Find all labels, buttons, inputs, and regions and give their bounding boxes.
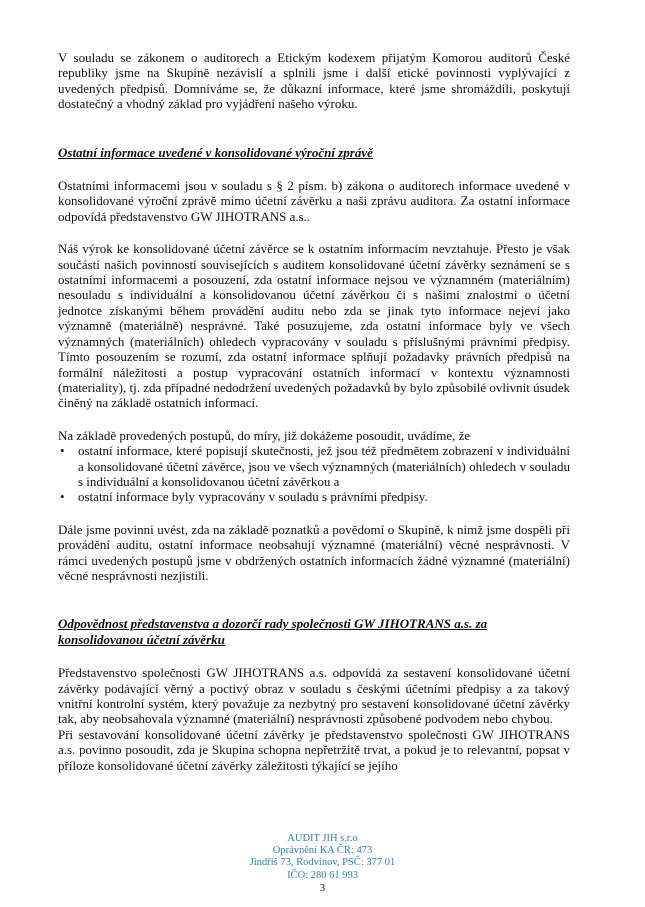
heading-other-information: Ostatní informace uvedené v konsolidované výroční zprávě (58, 144, 373, 160)
paragraph-other-info-definition: Ostatními informacemi jsou v souladu s § 2 písm. b) zákona o auditorech informace uvedené v konsolidované výroční zprávě mimo účetní závěrku a naši zprávu auditora. Za ostatní informace odpovídá představenstvo GW JIHOTRANS a.s.. (58, 178, 570, 224)
findings-list (58, 443, 570, 505)
bullet-icon: • (60, 443, 65, 459)
footer-company-name: AUDIT JIH s.r.o (287, 833, 358, 844)
intro-paragraph: V souladu se zákonem o auditorech a Etickým kodexem přijatým Komorou auditorů České republiky jsme na Skupině nezávislí a splnili jsme i další etické povinnosti vyplývající z uvedených předpisů. Domníváme se, že důkazní informace, které jsme shromáždili, poskytují dostatečný a vhodný základ pro vyjádření našeho výroku. (58, 50, 570, 112)
heading-board-responsibility: Odpovědnost představenstva a dozorčí rady společnosti GW JIHOTRANS a.s. za konsolidovanou účetní závěrku (58, 616, 488, 647)
paragraph-misstatements: Dále jsme povinni uvést, zda na základě poznatků a povědomí o Skupině, k nimž jsme dospěli při provádění auditu, ostatní informace neobsahují významné (materiální) věcné nesprávnosti. V rámci uvedených postupů jsme v obdržených ostatních informacích žádné významné (materiální) věcné nesprávnosti nezjistili. (58, 521, 570, 583)
footer-license: Oprávnění KA ČR: 473 (272, 845, 373, 857)
document-body (58, 50, 570, 773)
paragraph-going-concern: Při sestavování konsolidované účetní závěrky je představenstvo společnosti GW JIHOTRANS a.s. povinno posoudit, zda je Skupina schopna nepřetržitě trvat, a pokud je to relevantní, popsat v příloze konsolidované účetní závěrky záležitosti týkající se jejího (58, 726, 570, 773)
list-item (58, 443, 570, 489)
footer-address: Jindřiš 73, Rodvínov, PSČ: 377 01 (249, 857, 396, 869)
list-item-text: ostatní informace, které popisují skutečnosti, jež jsou též předmětem zobrazení v individuální a konsolidované účetní závěrce, jsou ve všech významných (materiálních) ohledech v souladu s individuální a konsolidovanou účetní závěrkou a (78, 443, 570, 489)
footer-company-id: IČO: 280 61 993 (287, 869, 358, 881)
list-item-text: ostatní informace byly vypracovány v souladu s právními předpisy. (78, 489, 428, 505)
page-footer (0, 833, 645, 895)
page-number: 3 (319, 882, 326, 894)
paragraph-procedures-basis: Na základě provedených postupů, do míry, již dokážeme posoudit, uvádíme, že (58, 427, 471, 443)
bullet-icon: • (60, 489, 65, 505)
list-item (58, 489, 570, 504)
paragraph-other-info-opinion: Náš výrok ke konsolidované účetní závěrce se k ostatním informacím nevztahuje. Přesto je však součástí našich povinností souvisejících s auditem konsolidované účetní závěrky seznámení se s ostatními informacemi a posouzení, zda ostatní informace nejsou ve významném (materiálním) nesouladu s individuální a konsolidovanou účetní závěrkou či s našimi znalostmi o účetní jednotce získanými během provádění auditu nebo zda se jinak tyto informace nejeví jako významně (materiálně) nesprávné. Také posuzujeme, zda ostatní informace byly ve všech významných (materiálních) ohledech vypracovány v souladu s příslušnými právními předpisy. Tímto posouzením se rozumí, zda ostatní informace splňují požadavky právních předpisů na formální náležitosti a postup vypracování ostatních informací v kontextu významnosti (materiality), tj. zda případné nedodržení uvedených požadavků by bylo způsobilé ovlivnit úsudek činěný na základě ostatních informací. (58, 241, 570, 411)
paragraph-board-responsibility: Představenstvo společnosti GW JIHOTRANS a.s. odpovídá za sestavení konsolidované účetní závěrky podávající věrný a poctivý obraz v souladu s českými účetními předpisy a za takový vnitřní kontrolní systém, který považuje za nezbytný pro sestavení konsolidované účetní závěrky tak, aby neobsahovala významné (materiální) nesprávnosti způsobené podvodem nebo chybou. (58, 665, 570, 727)
